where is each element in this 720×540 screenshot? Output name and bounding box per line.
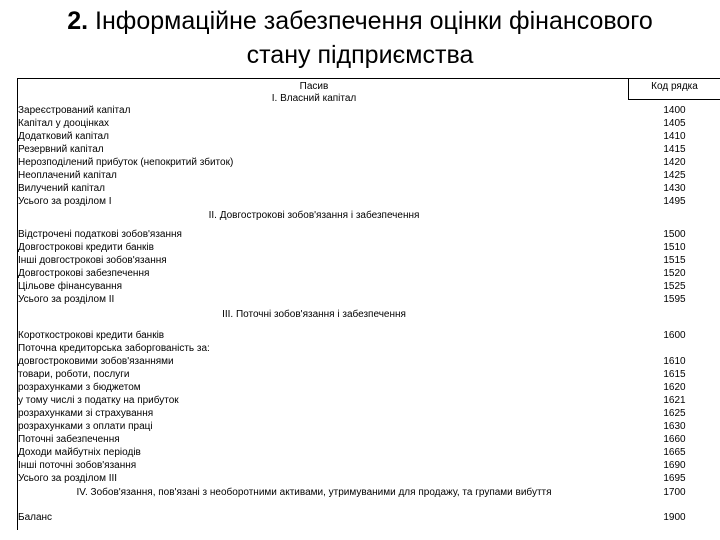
section-title-current: ІІІ. Поточні зобов'язання і забезпечення	[222, 309, 406, 320]
table-row-label: у тому числі з податку на прибуток	[18, 395, 179, 406]
table-row-label: Усього за розділом ІІІ	[18, 473, 118, 484]
table-row-label: довгостроковими зобов'язаннями	[18, 356, 174, 367]
section-title-held-for-sale: IV. Зобов'язання, пов'язані з необоротними активами, утримуваними для продажу, та групами вибуття	[76, 487, 552, 498]
table-row-label: Короткострокові кредити банків	[18, 330, 165, 341]
table-row-code: 1425	[663, 170, 686, 181]
table-row-code: 1665	[663, 447, 686, 458]
title-number: 2.	[67, 7, 89, 35]
table-row-label: розрахунками зі страхування	[18, 408, 154, 419]
table-row-label: Усього за розділом І	[18, 196, 112, 207]
table-row-code: 1420	[663, 157, 686, 168]
table-row-label: Поточні забезпечення	[18, 434, 120, 445]
balance-label: Баланс	[18, 512, 53, 523]
table-row-label: Усього за розділом ІІ	[18, 294, 115, 305]
table-row-code: 1621	[663, 395, 686, 406]
table-row-code: 1405	[663, 118, 686, 129]
table-row-code: 1515	[663, 255, 686, 266]
table-row-label: Довгострокові забезпечення	[18, 268, 150, 279]
header-liabilities: Пасив	[299, 81, 329, 92]
table-row-label: Додатковий капітал	[18, 131, 109, 142]
table-row-label: розрахунками з бюджетом	[18, 382, 141, 393]
table-row-label: товари, роботи, послуги	[18, 369, 130, 380]
section-title-equity: І. Власний капітал	[271, 93, 357, 104]
title-line-1: Інформаційне забезпечення оцінки фінансового	[95, 7, 653, 35]
table-row-code: 1400	[663, 105, 686, 116]
table-row-code: 1620	[663, 382, 686, 393]
table-row-label: Капітал у дооцінках	[18, 118, 110, 129]
table-row-code: 1660	[663, 434, 686, 445]
table-row-code: 1695	[663, 473, 686, 484]
table-row-label: Вилучений капітал	[18, 183, 105, 194]
balance-code: 1900	[663, 512, 686, 523]
slide-title	[0, 4, 720, 72]
table-row-code: 1410	[663, 131, 686, 142]
table-row-code: 1595	[663, 294, 686, 305]
table-row-code: 1700	[663, 487, 686, 498]
table-row-code: 1495	[663, 196, 686, 207]
title-line-2: стану підприємства	[246, 41, 474, 69]
table-row-label: Нерозподілений прибуток (непокритий збиток)	[18, 157, 234, 168]
section-title-long-term: ІІ. Довгострокові зобов'язання і забезпечення	[208, 210, 420, 221]
table-row-code: 1600	[663, 330, 686, 341]
table-row-label: Неоплачений капітал	[18, 170, 117, 181]
table-row-label: Інші довгострокові зобов'язання	[18, 255, 167, 266]
table-row-code: 1610	[663, 356, 686, 367]
table-row-label: Довгострокові кредити банків	[18, 242, 154, 253]
table-row-code: 1510	[663, 242, 686, 253]
table-row-code: 1415	[663, 144, 686, 155]
table-row-label: Поточна кредиторська заборгованість за:	[18, 343, 210, 354]
header-underline	[628, 99, 720, 100]
table-row-label: Цільове фінансування	[18, 281, 123, 292]
table-row-label: Відстрочені податкові зобов'язання	[18, 229, 182, 240]
table-row-code: 1630	[663, 421, 686, 432]
header-line-code: Код рядка	[651, 81, 698, 92]
table-row-code: 1525	[663, 281, 686, 292]
table-row-code: 1625	[663, 408, 686, 419]
table-row-label: розрахунками з оплати праці	[18, 421, 153, 432]
table-row-code: 1500	[663, 229, 686, 240]
table-row-label: Інші поточні зобов'язання	[18, 460, 137, 471]
table-row-label: Зареєстрований капітал	[18, 105, 131, 116]
table-row-label: Доходи майбутніх періодів	[18, 447, 141, 458]
table-row-code: 1615	[663, 369, 686, 380]
table-row-code: 1520	[663, 268, 686, 279]
table-row-code: 1690	[663, 460, 686, 471]
table-row-code: 1430	[663, 183, 686, 194]
table-row-label: Резервний капітал	[18, 144, 104, 155]
